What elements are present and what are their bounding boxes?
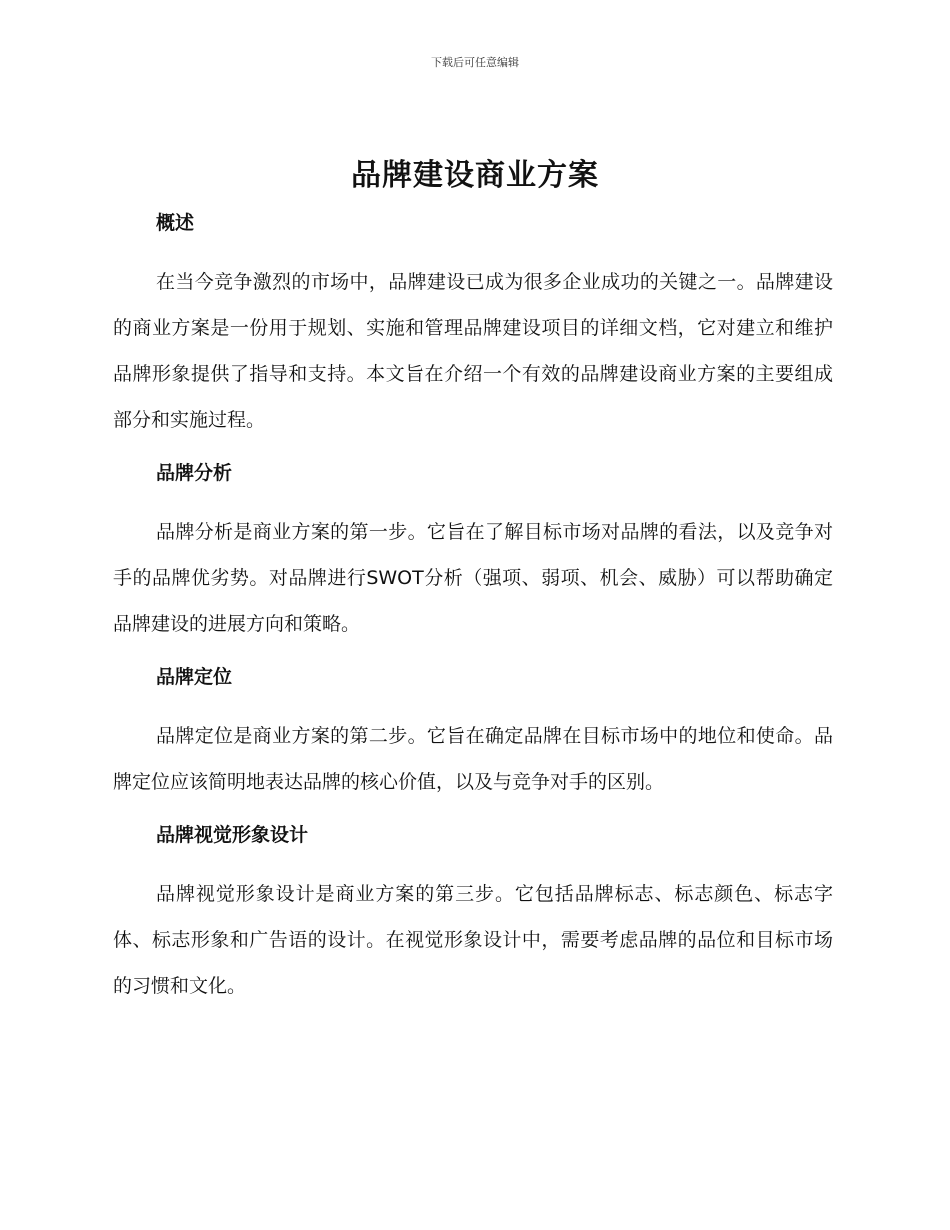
section-heading: 品牌视觉形象设计: [156, 824, 309, 846]
section-paragraph: 品牌定位是商业方案的第二步。它旨在确定品牌在目标市场中的地位和使命。品牌定位应该简明地表达品牌的核心价值，以及与竞争对手的区别。: [113, 725, 833, 793]
document-title: 品牌建设商业方案: [351, 158, 599, 193]
section-brand-positioning: [113, 659, 833, 817]
section-paragraph: 品牌视觉形象设计是商业方案的第三步。它包括品牌标志、标志颜色、标志字体、标志形象和广告语的设计。在视觉形象设计中，需要考虑品牌的品位和目标市场的习惯和文化。: [113, 883, 833, 997]
section-paragraph: 在当今竞争激烈的市场中，品牌建设已成为很多企业成功的关键之一。品牌建设的商业方案是一份用于规划、实施和管理品牌建设项目的详细文档，它对建立和维护品牌形象提供了指导和支持。本文旨在介绍一个有效的品牌建设商业方案的主要组成部分和实施过程。: [113, 271, 833, 431]
document-body: [113, 205, 833, 1009]
section-heading: 概述: [156, 212, 195, 234]
section-visual-identity: [113, 817, 833, 1009]
section-brand-analysis: [113, 455, 833, 659]
section-heading: 品牌定位: [156, 666, 233, 688]
section-paragraph: 品牌分析是商业方案的第一步。它旨在了解目标市场对品牌的看法，以及竞争对手的品牌优劣势。对品牌进行SWOT分析（强项、弱项、机会、威胁）可以帮助确定品牌建设的进展方向和策略。: [113, 521, 833, 635]
section-overview: [113, 205, 833, 455]
section-heading: 品牌分析: [156, 462, 233, 484]
header-note: 下载后可任意编辑: [431, 56, 519, 69]
